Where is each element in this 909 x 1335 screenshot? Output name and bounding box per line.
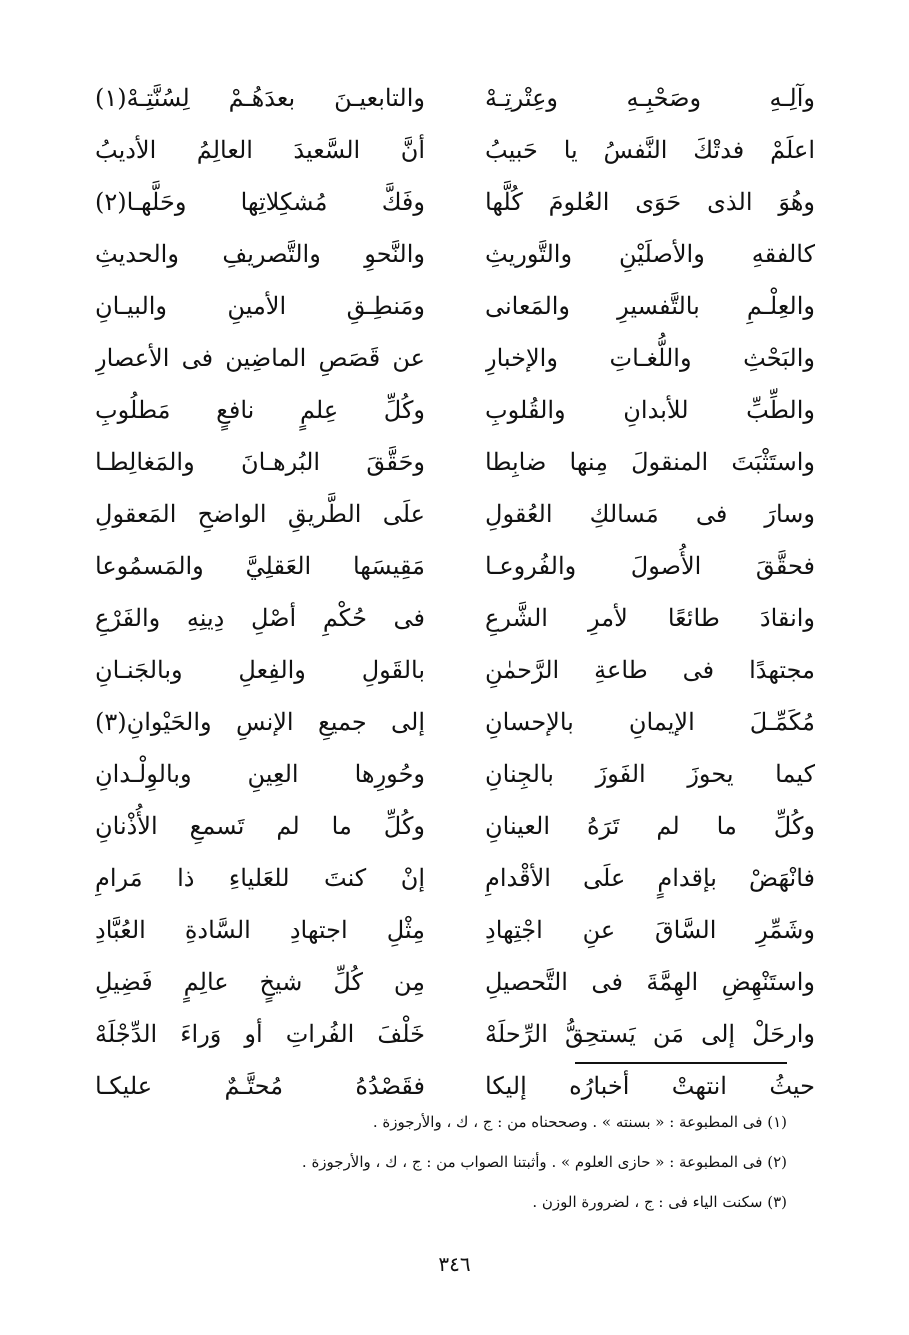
- verse-line: [95, 748, 815, 800]
- verse-line: [95, 904, 815, 956]
- verse-first-hemistich: كيما يحوزَ الفَوزَ بالجِنانِ: [485, 760, 815, 788]
- page-number: ٣٤٦: [438, 1252, 471, 1276]
- verse-line: [95, 176, 815, 228]
- footnote-1: (١) فى المطبوعة : « بسنته » . وصححناه من : ج ، ك ، والأرجوزة .: [372, 1113, 787, 1131]
- verse-second-hemistich: وفَكَّ مُشكِلاتِها وحَلَّهـا(٢): [95, 188, 425, 216]
- verse-line: [95, 1008, 815, 1060]
- verse-second-hemistich: وحُورِها العِينِ وبالوِلْـدانِ: [95, 760, 425, 788]
- footnote-2: (٢) فى المطبوعة : « حازى العلوم » . وأثبتنا الصواب من : ج ، ك ، والأرجوزة .: [301, 1153, 787, 1171]
- verse-second-hemistich: إلى جميعِ الإنسِ والحَيْوانِ(٣): [95, 708, 425, 736]
- verse-second-hemistich: بالقَولِ والفِعلِ وبالجَنـانِ: [95, 656, 425, 684]
- verse-line: [95, 228, 815, 280]
- verse-second-hemistich: خَلْفَ الفُراتِ أو وَراءَ الدِّجْلَهْ: [95, 1020, 425, 1048]
- verse-first-hemistich: واستَثْبَتَ المنقولَ مِنها ضابِطا: [485, 448, 815, 476]
- verse-second-hemistich: وكُلِّ عِلمٍ نافعٍ مَطلُوبِ: [95, 396, 425, 424]
- verse-second-hemistich: مَقِيسَها العَقلِيَّ والمَسمُوعا: [95, 552, 425, 580]
- footnote-divider: [575, 1062, 787, 1064]
- verse-first-hemistich: مُكَمِّـلَ الإيمانِ بالإحسانِ: [485, 708, 815, 736]
- verse-first-hemistich: كالفقهِ والأصلَيْنِ والتَّوريثِ: [485, 240, 815, 268]
- verse-line: [95, 852, 815, 904]
- verse-first-hemistich: والطِّبِّ للأبدانِ والقُلوبِ: [485, 396, 815, 424]
- verse-first-hemistich: فانْهَضْ بإقدامٍ علَى الأقْدامِ: [485, 864, 815, 892]
- verse-first-hemistich: حيثُ انتهتْ أخبارُه إليكا: [485, 1072, 815, 1100]
- verse-line: [95, 540, 815, 592]
- verse-first-hemistich: وهُوَ الذى حَوَى العُلومَ كُلَّها: [485, 188, 815, 216]
- verse-line: [95, 592, 815, 644]
- verse-second-hemistich: مِن كُلِّ شيخٍ عالِمٍ فَضِيلِ: [95, 968, 425, 996]
- verse-second-hemistich: إنْ كنتَ للعَلياءِ ذا مَرامِ: [95, 864, 425, 892]
- verse-first-hemistich: مجتهدًا فى طاعةِ الرَّحمٰنِ: [485, 656, 815, 684]
- verse-second-hemistich: عن قَصَصِ الماضِين فى الأعصارِ: [95, 344, 425, 372]
- verse-first-hemistich: وانقادَ طائعًا لأمرِ الشَّرعِ: [485, 604, 815, 632]
- footnote-3: (٣) سكنت الياء فى : ج ، لضرورة الوزن .: [532, 1193, 787, 1211]
- verse-line: [95, 436, 815, 488]
- verse-line: [95, 280, 815, 332]
- verse-line: [95, 384, 815, 436]
- verse-first-hemistich: وسارَ فى مَسالكِ العُقولِ: [485, 500, 815, 528]
- verse-first-hemistich: واستَنْهِضِ الهِمَّةَ فى التَّحصيلِ: [485, 968, 815, 996]
- verse-second-hemistich: ومَنطِـقِ الأمينِ والبيـانِ: [95, 292, 425, 320]
- verse-second-hemistich: أنَّ السَّعيدَ العالِمُ الأديبُ: [95, 136, 425, 164]
- verse-first-hemistich: وارحَلْ إلى مَن يَستحِقُّ الرِّحلَهْ: [485, 1020, 815, 1048]
- verse-first-hemistich: فحقَّقَ الأُصولَ والفُروعـا: [485, 552, 815, 580]
- verse-line: [95, 956, 815, 1008]
- verse-first-hemistich: وشَمِّرِ السَّاقَ عنِ اجْتِهادِ: [485, 916, 815, 944]
- verse-first-hemistich: اعلَمْ فدتْكَ النَّفسُ يا حَبيبُ: [485, 136, 815, 164]
- verse-second-hemistich: فقَصْدُهُ مُحتَّـمٌ عليكـا: [95, 1072, 425, 1100]
- verse-second-hemistich: والنَّحوِ والتَّصريفِ والحديثِ: [95, 240, 425, 268]
- verse-line: [95, 800, 815, 852]
- verse-second-hemistich: علَى الطَّريقِ الواضحِ المَعقولِ: [95, 500, 425, 528]
- verse-first-hemistich: وكُلِّ ما لم تَرَهُ العينانِ: [485, 812, 815, 840]
- verse-first-hemistich: والعِلْـمِ بالتَّفسيرِ والمَعانى: [485, 292, 815, 320]
- verse-second-hemistich: والتابعيـنَ بعدَهُـمْ لِسُنَّتِـهْ(١): [95, 84, 425, 112]
- verse-line: [95, 124, 815, 176]
- verse-second-hemistich: وكُلِّ ما لم تَسمعِ الأُذْنانِ: [95, 812, 425, 840]
- verse-line: [95, 488, 815, 540]
- verse-first-hemistich: وآلِـهِ وصَحْبِـهِ وعِتْرتِـهْ: [485, 84, 815, 112]
- poem-body: [95, 72, 815, 1112]
- verse-line: [95, 72, 815, 124]
- footnotes: [187, 1102, 787, 1222]
- verse-line: [95, 644, 815, 696]
- verse-first-hemistich: والبَحْثِ واللُّغـاتِ والإخبارِ: [485, 344, 815, 372]
- verse-second-hemistich: فى حُكْمِ أصْلِ دِينِهِ والفَرْعِ: [95, 604, 425, 632]
- verse-second-hemistich: مِثْلِ اجتهادِ السَّادةِ العُبَّادِ: [95, 916, 425, 944]
- verse-second-hemistich: وحَقَّقَ البُرهـانَ والمَغالِطـا: [95, 448, 425, 476]
- verse-line: [95, 332, 815, 384]
- verse-line: [95, 696, 815, 748]
